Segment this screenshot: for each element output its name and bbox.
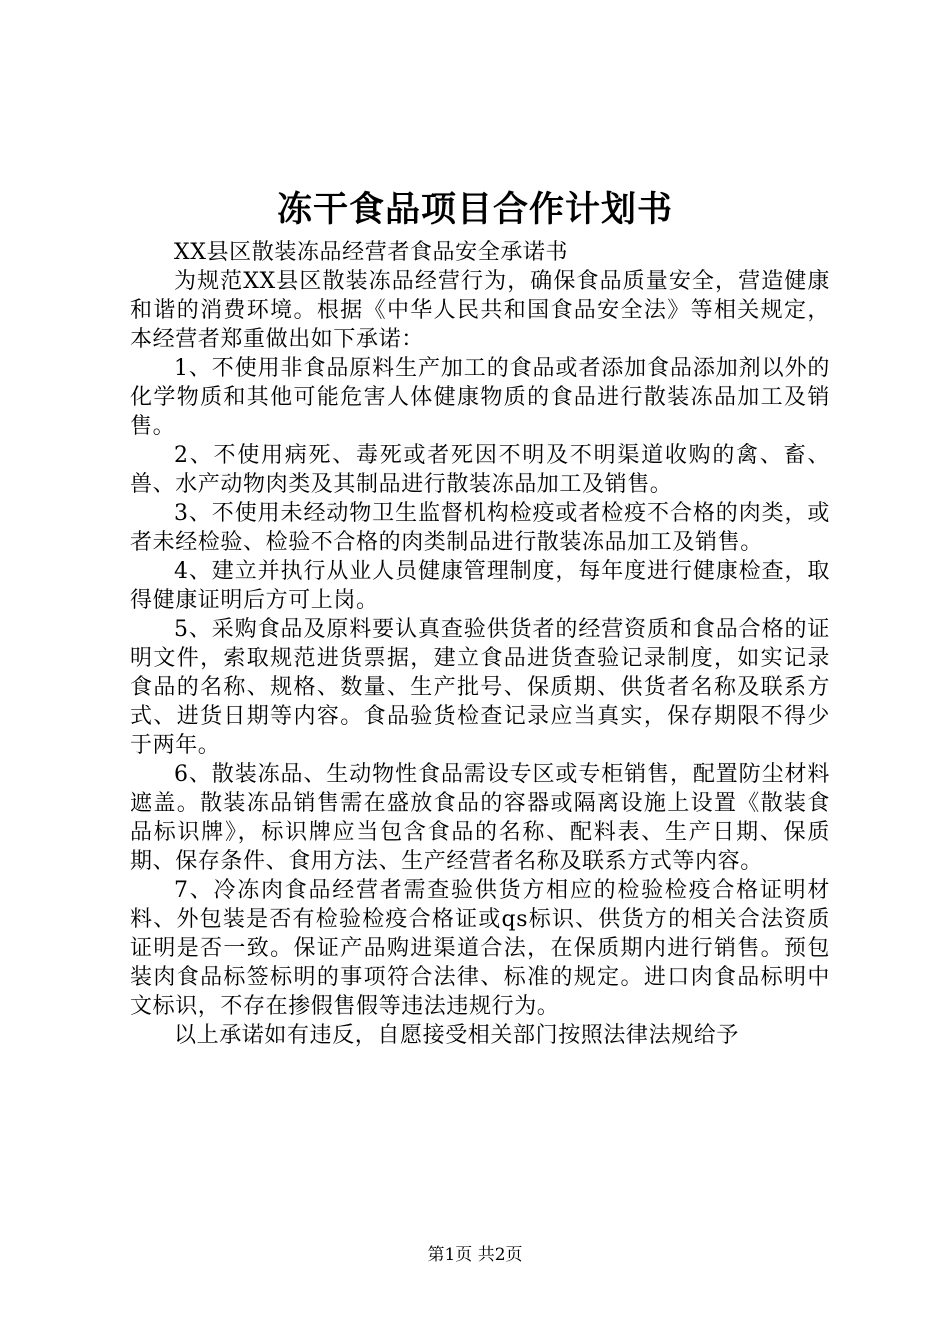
commitment-item-2: 2、不使用病死、毒死或者死因不明及不明渠道收购的禽、畜、兽、水产动物肉类及其制品进行散装冻品加工及销售。 — [130, 443, 830, 497]
commitment-item-4: 4、建立并执行从业人员健康管理制度，每年度进行健康检查，取得健康证明后方可上岗。 — [130, 559, 830, 613]
intro-paragraph: 为规范XX县区散装冻品经营行为，确保食品质量安全，营造健康和谐的消费环境。根据《中华人民共和国食品安全法》等相关规定，本经营者郑重做出如下承诺： — [130, 269, 830, 352]
page-title: 冻干食品项目合作计划书 — [276, 190, 673, 230]
commitment-item-3: 3、不使用未经动物卫生监督机构检疫或者检疫不合格的肉类，或者未经检验、检验不合格的肉类制品进行散装冻品加工及销售。 — [130, 501, 830, 555]
document-body — [130, 238, 830, 1050]
closing-paragraph: 以上承诺如有违反，自愿接受相关部门按照法律法规给予 — [174, 1023, 740, 1048]
page-number-footer: 第1页 共2页 — [427, 1245, 523, 1265]
commitment-item-6: 6、散装冻品、生动物性食品需设专区或专柜销售，配置防尘材料遮盖。散装冻品销售需在盛放食品的容器或隔离设施上设置《散装食品标识牌》，标识牌应当包含食品的名称、配料表、生产日期、保质期、保存条件、食用方法、生产经营者名称及联系方式等内容。 — [130, 762, 830, 874]
subtitle-paragraph: XX县区散装冻品经营者食品安全承诺书 — [174, 240, 569, 265]
commitment-item-7: 7、冷冻肉食品经营者需查验供货方相应的检验检疫合格证明材料、外包装是否有检验检疫合格证或qs标识、供货方的相关合法资质证明是否一致。保证产品购进渠道合法，在保质期内进行销售。预包装肉食品标签标明的事项符合法律、标准的规定。进口肉食品标明中文标识，不存在掺假售假等违法违规行为。 — [130, 878, 830, 1019]
commitment-item-5: 5、采购食品及原料要认真查验供货者的经营资质和食品合格的证明文件，索取规范进货票据，建立食品进货查验记录制度，如实记录食品的名称、规格、数量、生产批号、保质期、供货者名称及联系方式、进货日期等内容。食品验货检查记录应当真实，保存期限不得少于两年。 — [130, 617, 830, 758]
commitment-item-1: 1、不使用非食品原料生产加工的食品或者添加食品添加剂以外的化学物质和其他可能危害人体健康物质的食品进行散装冻品加工及销售。 — [130, 356, 830, 439]
